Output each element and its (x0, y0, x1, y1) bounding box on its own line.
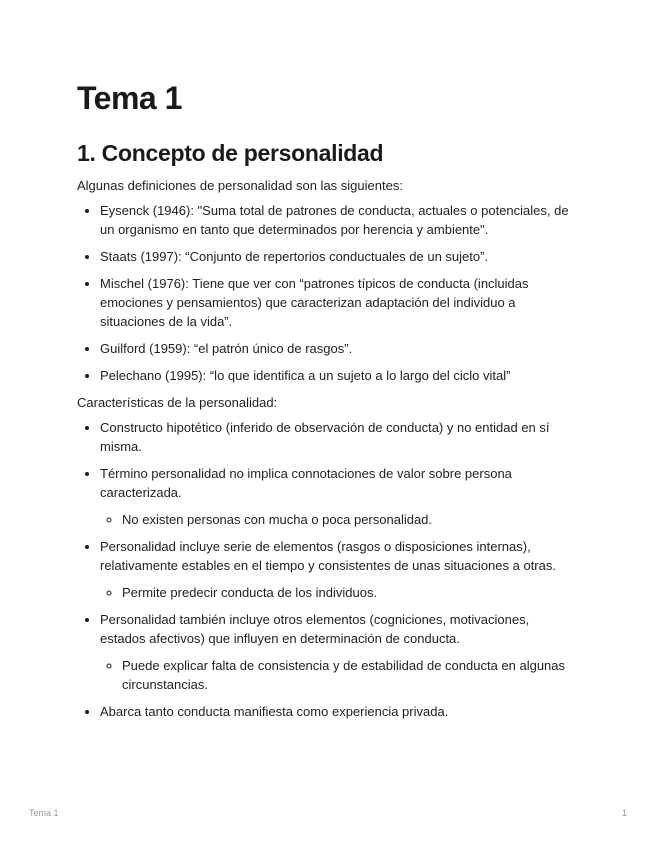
sub-list (100, 510, 577, 529)
definitions-list (77, 201, 577, 385)
page-title: Tema 1 (77, 80, 182, 116)
list-item (100, 464, 577, 529)
sub-list-item: ◦ Permite predecir conducta de los individuos. (122, 583, 577, 602)
characteristics-list (77, 418, 577, 721)
intro-paragraph: Algunas definiciones de personalidad son las siguientes: (77, 178, 403, 193)
list-item (100, 610, 577, 694)
list-item-text: Término personalidad no implica connotaciones de valor sobre persona caracterizada. (100, 466, 512, 500)
sub-list-item: ◦ Puede explicar falta de consistencia y de estabilidad de conducta en algunas circunstancias. (122, 656, 577, 694)
sub-list-item: ◦ No existen personas con mucha o poca personalidad. (122, 510, 577, 529)
sub-list (100, 656, 577, 694)
section-heading: 1. Concepto de personalidad (77, 140, 384, 166)
list-item-text: Constructo hipotético (inferido de observación de conducta) y no entidad en sí misma. (100, 420, 550, 454)
page-number: 1 (621, 808, 627, 818)
list-item-text: Personalidad incluye serie de elementos (rasgos o disposiciones internas), relativamente estables en el tiempo y consistentes de unas situaciones a otras. (100, 539, 556, 573)
list-item-text: Abarca tanto conducta manifiesta como experiencia privada. (100, 704, 449, 719)
list-item: • Pelechano (1995): “lo que identifica a un sujeto a lo largo del ciclo vital” (100, 366, 577, 385)
list-item-text: Personalidad también incluye otros elementos (cogniciones, motivaciones, estados afectivos) que influyen en determinación de conducta. (100, 612, 530, 646)
list-item (100, 702, 577, 721)
list-item: • Mischel (1976): Tiene que ver con “patrones típicos de conducta (incluidas emociones y pensamientos) que caracterizan adaptación del individuo a situaciones de la vida”. (100, 274, 577, 331)
document-page (77, 78, 577, 729)
sub-list (100, 583, 577, 602)
list-item: • Eysenck (1946): "Suma total de patrones de conducta, actuales o potenciales, de un organismo en tanto que determinados por herencia y ambiente". (100, 201, 577, 239)
list-item: • Guilford (1959): “el patrón único de rasgos”. (100, 339, 577, 358)
footer-title: Tema 1 (29, 808, 59, 818)
list-item (100, 537, 577, 602)
characteristics-intro: Características de la personalidad: (77, 395, 278, 410)
list-item: • Staats (1997): “Conjunto de repertorios conductuales de un sujeto”. (100, 247, 577, 266)
list-item (100, 418, 577, 456)
